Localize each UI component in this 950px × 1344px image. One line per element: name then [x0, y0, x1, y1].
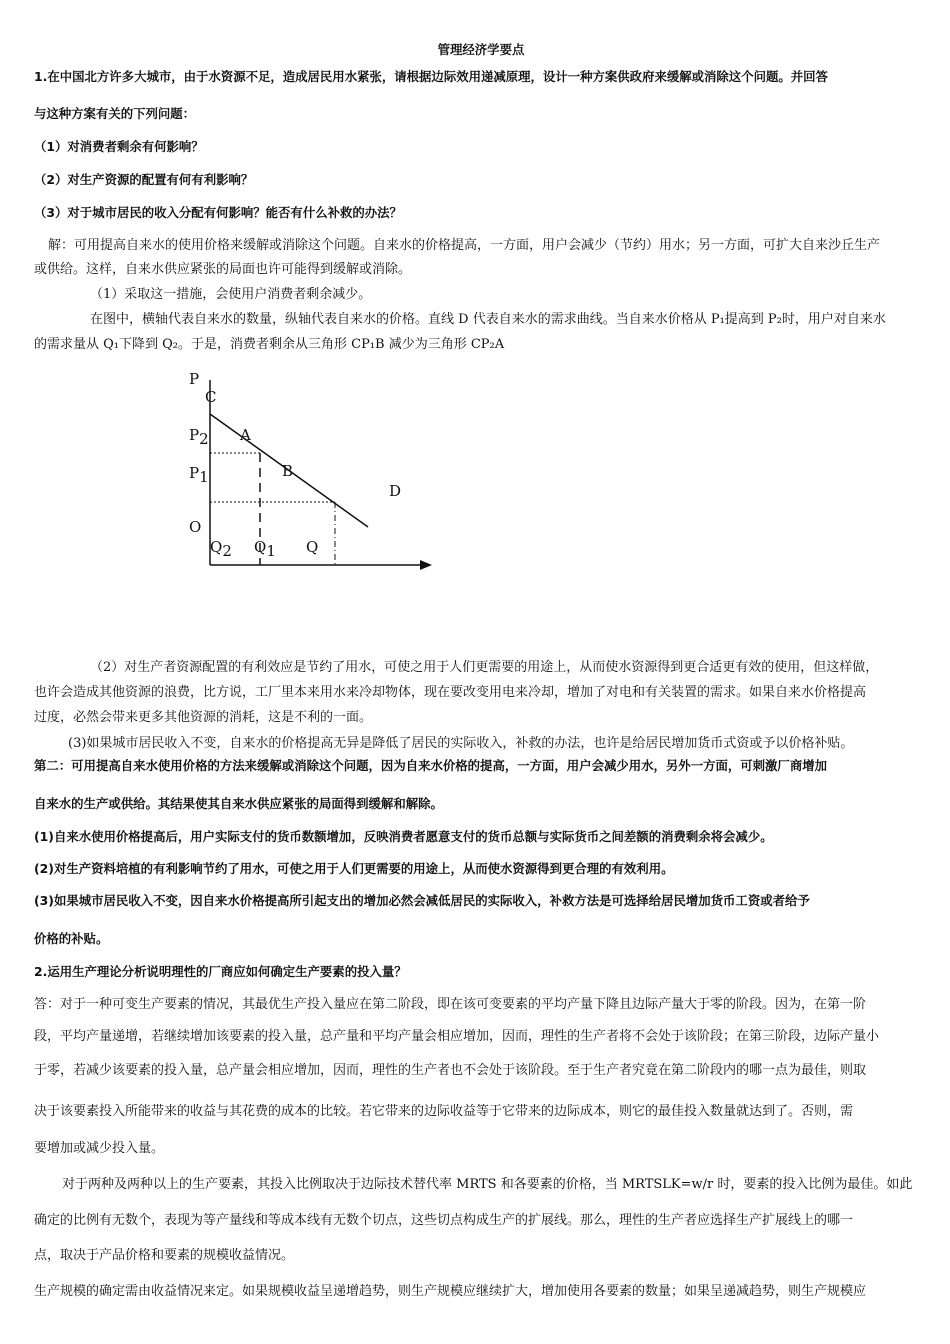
q1-subquestion-3: （3）对于城市居民的收入分配有何影响？能否有什么补救的办法？ [34, 205, 402, 220]
answer1-para1-line2: 或供给。这样，自来水供应紧张的局面也许可能得到缓解或消除。 [34, 262, 412, 277]
q1-subquestion-2: （2）对生产资源的配置有何有利影响？ [34, 172, 254, 187]
q1-line-1: 1.在中国北方许多大城市，由于水资源不足，造成居民用水紧张，请根据边际效用递减原理，设计一种方案供政府来缓解或消除这个问题。并回答 [34, 69, 828, 84]
q2-para2-line-1: 对于两种及两种以上的生产要素，其投入比例取决于边际技术替代率 MRTS 和各要素的价格，当 MRTSLK=w/r 时，要素的投入比例为最佳。如此 [62, 1177, 913, 1192]
label-b: B [282, 462, 294, 480]
page-title: 管理经济学要点 [437, 42, 525, 57]
answer1-para3-line2: 的需求量从 Q₁下降到 Q₂。于是，消费者剩余从三角形 CP₁B 减少为三角形 CP₂A [34, 337, 505, 352]
second-answer-line-2: 自来水的生产或供给。其结果使其自来水供应紧张的局面得到缓解和解除。 [34, 796, 443, 811]
answer1-para2: （1）采取这一措施，会使用户消费者剩余减少。 [90, 287, 372, 302]
label-p: P [189, 370, 200, 388]
q2-answer-line-2: 段，平均产量递增，若继续增加该要素的投入量，总产量和平均产量会相应增加，因而，理性的生产者将不会处于该阶段；在第三阶段，边际产量小 [34, 1029, 880, 1044]
label-o: O [189, 518, 202, 536]
label-a: A [240, 426, 251, 444]
q2-answer-line-3: 于零，若减少该要素的投入量，总产量会相应增加，因而，理性的生产者也不会处于该阶段。至于生产者究竟在第二阶段内的哪一点为最佳，则取 [34, 1063, 867, 1078]
label-c: C [205, 388, 217, 406]
answer1-para3-line1: 在图中，横轴代表自来水的数量，纵轴代表自来水的价格。直线 D 代表自来水的需求曲线。当自来水价格从 P₁提高到 P₂时，用户对自来水 [90, 312, 886, 327]
q2-answer-line-5: 要增加或减少投入量。 [34, 1141, 165, 1156]
q2-para2-line-2: 确定的比例有无数个，表现为等产量线和等成本线有无数个切点，这些切点构成生产的扩展线。那么，理性的生产者应选择生产扩展线上的哪一 [34, 1213, 854, 1228]
answer1-para1-line1: 解：可用提高自来水的使用价格来缓解或消除这个问题。自来水的价格提高，一方面，用户会减少（节约）用水；另一方面，可扩大自来沙丘生产 [48, 238, 881, 253]
answer1-para5: (3)如果城市居民收入不变，自来水的价格提高无异是降低了居民的实际收入，补救的办法，也许是给居民增加货币式资或予以价格补贴。 [68, 736, 854, 751]
q2-question: 2.运用生产理论分析说明理性的厂商应如何确定生产要素的投入量？ [34, 964, 407, 979]
q2-para2-line-3: 点，取决于产品价格和要素的规模收益情况。 [34, 1248, 295, 1263]
answer1-para4-line1: （2）对生产者资源配置的有利效应是节约了用水，可使之用于人们更需要的用途上，从而使水资源得到更合适更有效的使用，但这样做， [90, 660, 879, 675]
label-p2: P2 [189, 426, 209, 448]
x-axis-arrow [420, 560, 432, 570]
second-answer-item-3-line-1: (3)如果城市居民收入不变，因自来水价格提高所引起支出的增加必然会减低居民的实际收入，补救方法是可选择给居民增加货币工资或者给予 [34, 893, 810, 908]
q1-line-2: 与这种方案有关的下列问题： [34, 106, 196, 121]
second-answer-item-1: (1)自来水使用价格提高后，用户实际支付的货币数额增加，反映消费者愿意支付的货币总额与实际货币之间差额的消费剩余将会减少。 [34, 829, 773, 844]
second-answer-item-3-line-2: 价格的补贴。 [34, 931, 109, 946]
q1-subquestion-1: （1）对消费者剩余有何影响？ [34, 139, 204, 154]
label-p1: P1 [189, 464, 209, 486]
answer1-para4-line2: 也许会造成其他资源的浪费，比方说，工厂里本来用水来冷却物体，现在要改变用电来冷却，增加了对电和有关装置的需求。如果自来水价格提高 [34, 685, 867, 700]
q2-answer-line-4: 决于该要素投入所能带来的收益与其花费的成本的比较。若它带来的边际收益等于它带来的边际成本，则它的最佳投入数量就达到了。否则，需 [34, 1104, 854, 1119]
label-q2: Q2 [210, 538, 232, 560]
label-d: D [389, 482, 402, 500]
second-answer-line-1: 第二：可用提高自来水使用价格的方法来缓解或消除这个问题，因为自来水价格的提高，一方面，用户会减少用水，另外一方面，可刺激厂商增加 [34, 758, 827, 773]
label-q1: Q1 [254, 538, 276, 560]
q2-answer-line-1: 答：对于一种可变生产要素的情况，其最优生产投入量应在第二阶段，即在该可变要素的平均产量下降且边际产量大于零的阶段。因为，在第一阶 [34, 997, 867, 1012]
q2-para3-line-1: 生产规模的确定需由收益情况来定。如果规模收益呈递增趋势，则生产规模应继续扩大，增加使用各要素的数量；如果呈递减趋势，则生产规模应 [34, 1284, 867, 1299]
label-q: Q [306, 538, 319, 556]
answer1-para4-line3: 过度，必然会带来更多其他资源的消耗，这是不利的一面。 [34, 710, 373, 725]
demand-curve-diagram [170, 362, 460, 592]
second-answer-item-2: (2)对生产资料培植的有利影响节约了用水，可使之用于人们更需要的用途上，从而使水资源得到更合理的有效利用。 [34, 861, 674, 876]
